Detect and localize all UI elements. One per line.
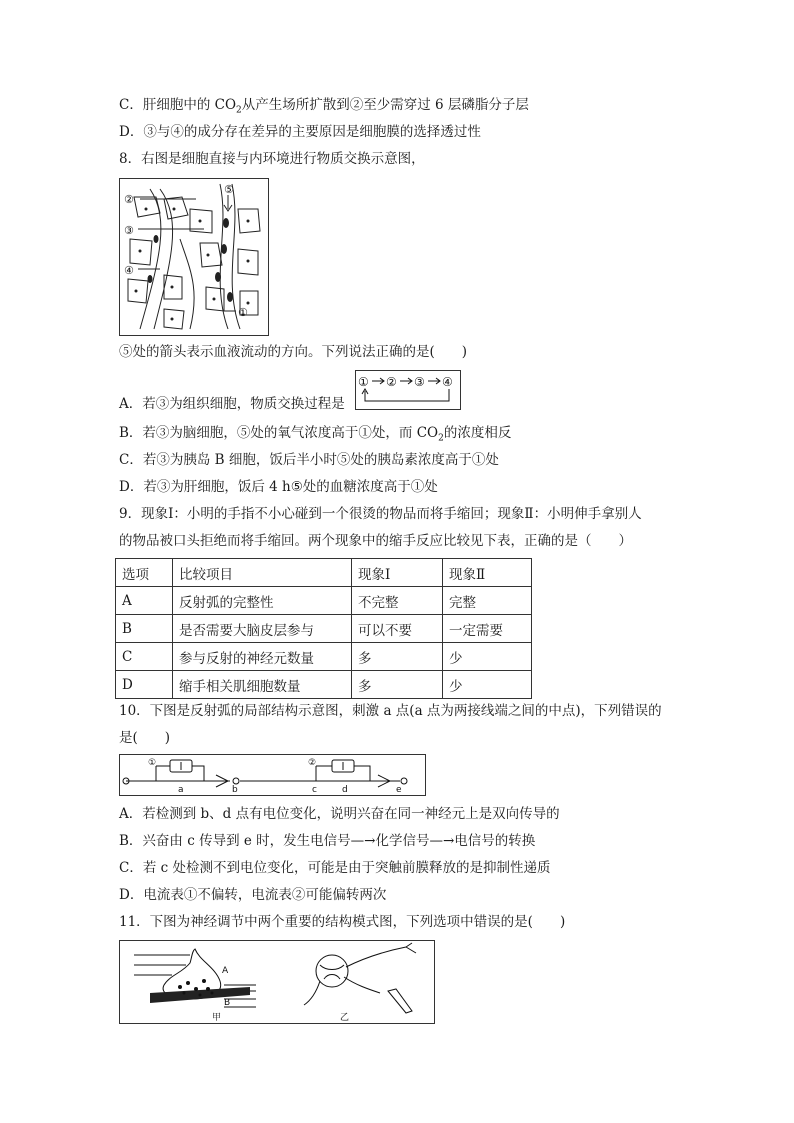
table-cell: D — [116, 671, 173, 699]
table-cell: 少 — [443, 643, 532, 671]
q8-tissue-svg — [120, 179, 268, 335]
table-cell: 反射弧的完整性 — [173, 587, 352, 615]
q10-stem-line2: 是( ) — [119, 730, 171, 746]
q9-stem-line1: 9．现象Ⅰ：小明的手指不小心碰到一个很烫的物品而将手缩回；现象Ⅱ：小明伸手拿别人 — [119, 506, 642, 522]
table-header-cell: 现象Ⅰ — [352, 559, 443, 587]
q10-point-c: c — [312, 785, 317, 795]
q8-flow-4: ④ — [442, 375, 453, 389]
q10-meter-2-label: ② — [308, 758, 317, 768]
q10-reflex-arc-diagram — [119, 754, 426, 796]
q10-point-a: a — [178, 785, 184, 795]
table-row — [116, 643, 532, 671]
table-cell: C — [116, 643, 173, 671]
q11-label-a: A — [222, 966, 229, 976]
table-cell: 多 — [352, 643, 443, 671]
table-cell: 完整 — [443, 587, 532, 615]
q9-comparison-table — [115, 558, 532, 699]
q10-stem-line1: 10．下图是反射弧的局部结构示意图，刺激 a 点(a 点为两接线端之间的中点)，下列错误的 — [119, 703, 662, 719]
q10-option-c: C．若 c 处检测不到电位变化，可能是由于突触前膜释放的是抑制性递质 — [119, 860, 551, 876]
q11-label-jia: 甲 — [212, 1013, 222, 1023]
q11-stem: 11．下图为神经调节中两个重要的结构模式图，下列选项中错误的是( ) — [119, 914, 566, 930]
q8-flow-3: ③ — [414, 375, 425, 389]
table-cell: 少 — [443, 671, 532, 699]
q10-option-b: B．兴奋由 c 传导到 e 时，发生电信号—→化学信号—→电信号的转换 — [119, 833, 536, 849]
q8-label-1: ① — [238, 306, 248, 319]
q7-option-c: C．肝细胞中的 $CO_2$从产生场所扩散到②至少需穿过 6 层磷脂分子层 — [119, 97, 529, 116]
table-header-cell: 选项 — [116, 559, 173, 587]
q8-flow-diagram — [355, 370, 461, 410]
q10-option-d: D．电流表①不偏转，电流表②可能偏转两次 — [119, 887, 387, 903]
q8-stem: 8．右图是细胞直接与内环境进行物质交换示意图， — [119, 151, 425, 167]
table-header-cell: 比较项目 — [173, 559, 352, 587]
q8-option-d: D．若③为肝细胞，饭后 4 h⑤处的血糖浓度高于①处 — [119, 479, 438, 495]
q8-flow-1: ① — [358, 375, 369, 389]
table-row — [116, 671, 532, 699]
q11-label-yi: 乙 — [340, 1013, 350, 1023]
q8-tissue-diagram — [119, 178, 269, 336]
table-cell: 不完整 — [352, 587, 443, 615]
q10-point-d: d — [342, 785, 348, 795]
q8-option-b: B．若③为脑细胞，⑤处的氧气浓度高于①处，而 $CO_2$的浓度相反 — [119, 425, 512, 444]
table-header-cell: 现象Ⅱ — [443, 559, 532, 587]
q8-flow-2: ② — [386, 375, 397, 389]
table-row — [116, 587, 532, 615]
table-cell: B — [116, 615, 173, 643]
table-header-row — [116, 559, 532, 587]
q8-label-2: ② — [124, 193, 134, 206]
q8-stem2: ⑤处的箭头表示血液流动的方向。下列说法正确的是( ) — [119, 344, 468, 360]
q9-stem-line2: 的物品被口头拒绝而将手缩回。两个现象中的缩手反应比较见下表，正确的是（ ） — [119, 533, 632, 549]
q8-label-3: ③ — [124, 224, 134, 237]
q11-structure-svg — [120, 941, 434, 1023]
q8-label-5: ⑤ — [224, 183, 234, 196]
table-cell: 一定需要 — [443, 615, 532, 643]
table-cell: A — [116, 587, 173, 615]
table-cell: 可以不要 — [352, 615, 443, 643]
q8-flow-svg — [356, 371, 460, 409]
q10-point-b: b — [232, 785, 238, 795]
q10-option-a: A．若检测到 b、d 点有电位变化，说明兴奋在同一神经元上是双向传导的 — [119, 806, 560, 822]
table-cell: 缩手相关肌细胞数量 — [173, 671, 352, 699]
table-cell: 参与反射的神经元数量 — [173, 643, 352, 671]
q11-label-b: B — [224, 998, 231, 1008]
q10-point-e: e — [396, 785, 402, 795]
table-row — [116, 615, 532, 643]
table-cell: 是否需要大脑皮层参与 — [173, 615, 352, 643]
table-cell: 多 — [352, 671, 443, 699]
q10-meter-1-label: ① — [148, 758, 157, 768]
q7-option-d: D．③与④的成分存在差异的主要原因是细胞膜的选择透过性 — [119, 124, 481, 140]
q10-reflex-svg — [120, 755, 425, 795]
q8-option-a: A．若③为组织细胞，物质交换过程是 — [119, 396, 345, 412]
q11-structure-diagram — [119, 940, 435, 1024]
q8-label-4: ④ — [124, 264, 134, 277]
q8-option-c: C．若③为胰岛 B 细胞，饭后半小时⑤处的胰岛素浓度高于①处 — [119, 452, 499, 468]
